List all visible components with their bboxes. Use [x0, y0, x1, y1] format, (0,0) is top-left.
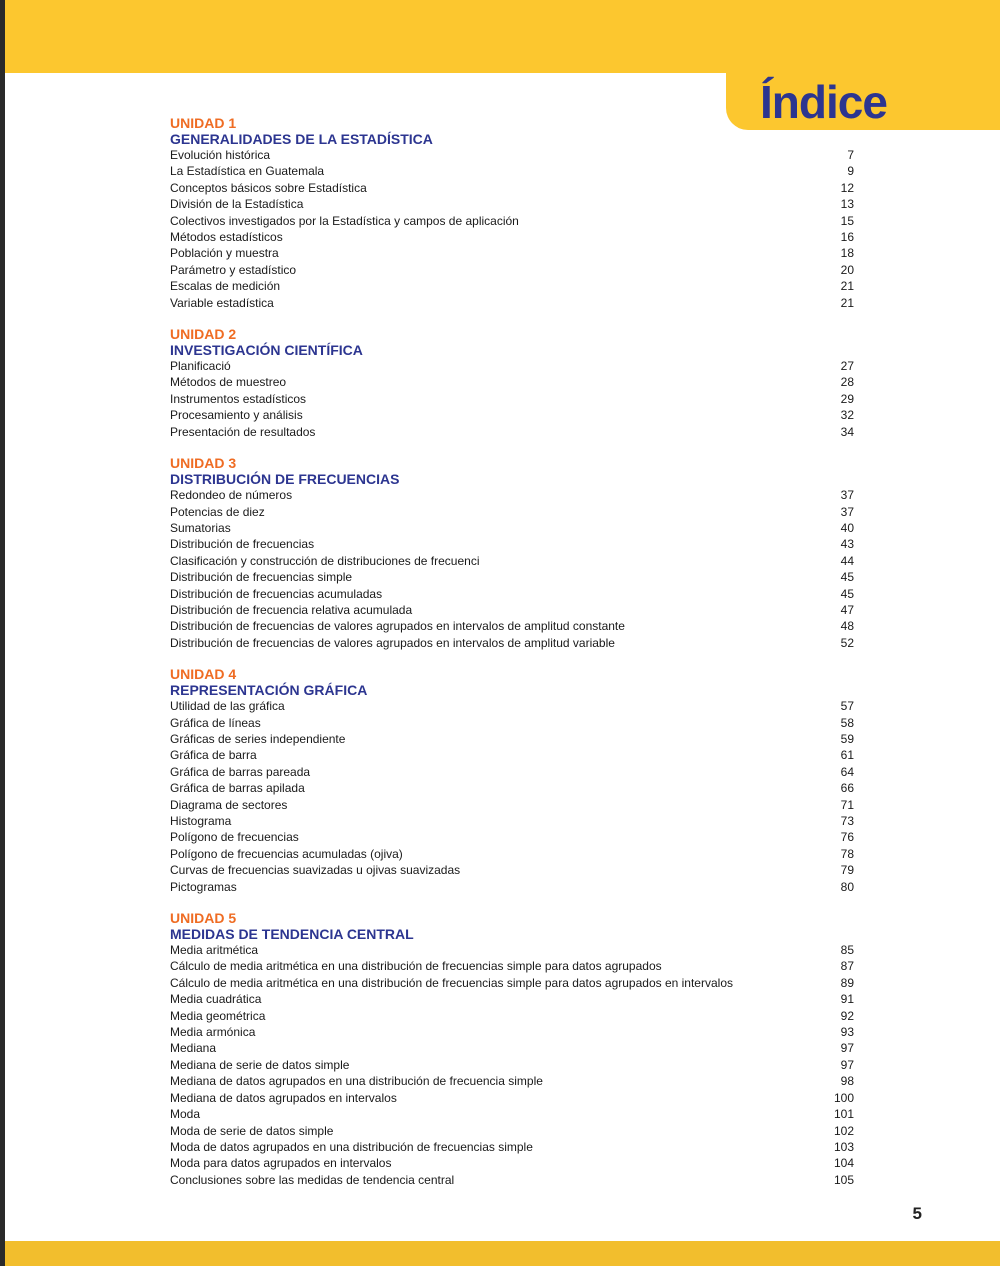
toc-entry-page: 57	[840, 699, 854, 714]
toc-entry-page: 97	[840, 1057, 854, 1072]
toc-entry-page: 28	[840, 375, 854, 390]
toc-entry[interactable]	[170, 180, 854, 196]
unit-title: INVESTIGACIÓN CIENTÍFICA	[170, 342, 363, 359]
toc-entry[interactable]	[170, 374, 854, 390]
toc-entry[interactable]	[170, 846, 854, 862]
toc-entry-page: 97	[840, 1041, 854, 1056]
toc-entry-page: 18	[840, 246, 854, 261]
toc-entry-page: 7	[847, 148, 854, 162]
toc-entry[interactable]	[170, 487, 854, 503]
toc-entry-label: Redondeo de números	[170, 488, 293, 503]
unit-title: GENERALIDADES DE LA ESTADÍSTICA	[170, 131, 433, 147]
unit-label: UNIDAD 1	[170, 115, 237, 131]
toc-entry-page: 104	[833, 1156, 854, 1171]
toc-entry-page: 71	[840, 797, 854, 812]
toc-entry-page: 103	[833, 1139, 854, 1154]
toc-entry-label: Mediana	[170, 1041, 217, 1056]
toc-entry[interactable]	[170, 278, 854, 294]
toc-entry-label: Cálculo de media aritmética en una distribución de frecuencias simple para datos agrupados	[170, 959, 662, 974]
toc-entry-label: Curvas de frecuencias suavizadas u ojivas suavizadas	[170, 863, 461, 878]
toc-entry-page: 29	[840, 391, 854, 406]
toc-entry-label: Métodos estadísticos	[170, 230, 283, 245]
toc-entry[interactable]	[170, 196, 854, 212]
toc-entry-label: Mediana de datos agrupados en intervalos	[170, 1090, 397, 1105]
unit-label: UNIDAD 3	[170, 455, 237, 472]
toc-entry[interactable]	[170, 163, 854, 179]
toc-entry[interactable]	[170, 147, 854, 163]
toc-entry[interactable]	[170, 424, 854, 440]
unit-section	[170, 455, 854, 651]
toc-entry[interactable]	[170, 715, 854, 731]
toc-entry-page: 40	[840, 520, 854, 535]
toc-entry-label: Conceptos básicos sobre Estadística	[170, 180, 367, 195]
toc-entry[interactable]	[170, 991, 854, 1007]
toc-entry-page: 12	[840, 180, 854, 195]
toc-entry-label: Instrumentos estadísticos	[170, 391, 307, 406]
toc-entry-label: Gráfica de barra	[170, 748, 257, 763]
toc-entry-label: Media cuadrática	[170, 992, 262, 1007]
toc-entry-page: 45	[840, 586, 854, 601]
toc-entry[interactable]	[170, 1106, 854, 1122]
toc-entry[interactable]	[170, 698, 854, 714]
toc-entry[interactable]	[170, 262, 854, 278]
toc-entry-page: 80	[840, 879, 854, 894]
toc-entry-label: Gráfica de líneas	[170, 715, 261, 730]
toc-entry[interactable]	[170, 942, 854, 958]
toc-entry[interactable]	[170, 536, 854, 552]
toc-entry-label: Clasificación y construcción de distribuciones de frecuenci	[170, 553, 480, 568]
toc-entry-page: 16	[840, 230, 854, 245]
unit-label: UNIDAD 4	[170, 666, 237, 683]
toc-entry[interactable]	[170, 553, 854, 569]
unit-section	[170, 326, 854, 440]
toc-entry[interactable]	[170, 1155, 854, 1171]
toc-entry-label: Moda para datos agrupados en intervalos	[170, 1156, 392, 1171]
toc-entry[interactable]	[170, 731, 854, 747]
toc-entry-label: Pictogramas	[170, 879, 237, 894]
toc-entry[interactable]	[170, 1139, 854, 1155]
toc-entry-label: Parámetro y estadístico	[170, 262, 297, 277]
toc-entry-page: 43	[840, 537, 854, 552]
toc-entry-label: Distribución de frecuencias de valores agrupados en intervalos de amplitud constante	[170, 619, 625, 634]
toc-entry-label: Media aritmética	[170, 943, 259, 958]
toc-entry-page: 78	[840, 846, 854, 861]
toc-entry[interactable]	[170, 764, 854, 780]
toc-entry-page: 37	[840, 504, 854, 519]
toc-entry-label: Métodos de muestreo	[170, 375, 287, 390]
toc-entry-label: Presentación de resultados	[170, 424, 316, 439]
toc-entry[interactable]	[170, 618, 854, 634]
toc-entry-label: Distribución de frecuencias de valores agrupados en intervalos de amplitud variable	[170, 635, 615, 650]
unit-label: UNIDAD 2	[170, 326, 237, 343]
toc-entry-page: 87	[840, 959, 854, 974]
toc-entry-page: 44	[840, 553, 854, 568]
toc-entry-page: 45	[840, 570, 854, 585]
toc-entry-label: Conclusiones sobre las medidas de tendencia central	[170, 1172, 455, 1187]
toc-entry-label: Cálculo de media aritmética en una distribución de frecuencias simple para datos agrupados en intervalos	[170, 975, 733, 990]
unit-section	[170, 910, 854, 1188]
toc-entry[interactable]	[170, 1008, 854, 1024]
toc-entry-page: 100	[833, 1090, 854, 1105]
toc-entry[interactable]	[170, 829, 854, 845]
toc-entry-label: Distribución de frecuencia relativa acumulada	[170, 602, 413, 617]
toc-entry[interactable]	[170, 1057, 854, 1073]
toc-entry-label: Gráficas de series independiente	[170, 731, 346, 746]
unit-title: DISTRIBUCIÓN DE FRECUENCIAS	[170, 471, 400, 488]
toc-entry[interactable]	[170, 1090, 854, 1106]
toc-entry-page: 27	[840, 359, 854, 374]
toc-entry-label: Colectivos investigados por la Estadística y campos de aplicación	[170, 213, 519, 228]
toc-entry-page: 48	[840, 619, 854, 634]
toc-entry-label: Gráfica de barras apilada	[170, 781, 305, 796]
toc-entry-label: Histograma	[170, 814, 232, 828]
toc-entry-label: Distribución de frecuencias acumuladas	[170, 586, 383, 601]
toc-entry-page: 34	[840, 424, 854, 439]
toc-entry-page: 58	[840, 715, 854, 730]
toc-entry-page: 98	[840, 1074, 854, 1089]
toc-entry[interactable]	[170, 975, 854, 991]
toc-entry[interactable]	[170, 245, 854, 261]
toc-entry[interactable]	[170, 229, 854, 245]
toc-entry-page: 64	[840, 764, 854, 779]
toc-entry-label: Población y muestra	[170, 246, 279, 261]
toc-entry[interactable]	[170, 295, 854, 311]
toc-entry-label: Mediana de datos agrupados en una distribución de frecuencia simple	[170, 1074, 543, 1089]
toc-entry-label: Variable estadística	[170, 295, 274, 310]
toc-entry-label: Mediana de serie de datos simple	[170, 1057, 350, 1072]
toc-entry[interactable]	[170, 1024, 854, 1040]
page-title: Índice	[760, 76, 887, 128]
toc-entry-page: 66	[840, 781, 854, 796]
toc-entry-page: 47	[840, 602, 854, 617]
toc-entry[interactable]	[170, 813, 854, 829]
toc-entry-page: 105	[833, 1172, 854, 1187]
toc-entry[interactable]	[170, 213, 854, 229]
toc-entry[interactable]	[170, 602, 854, 618]
toc-entry-page: 21	[840, 279, 854, 294]
toc-entry-page: 61	[840, 748, 854, 763]
toc-entry[interactable]	[170, 569, 854, 585]
toc-entry[interactable]	[170, 586, 854, 602]
page-number: 5	[912, 1204, 922, 1223]
toc-entry-label: División de la Estadística	[170, 197, 304, 212]
toc-entry[interactable]	[170, 1073, 854, 1089]
toc-entry[interactable]	[170, 747, 854, 763]
toc-entry[interactable]	[170, 504, 854, 520]
unit-title: REPRESENTACIÓN GRÁFICA	[170, 682, 368, 699]
toc-entry[interactable]	[170, 862, 854, 878]
left-edge-shadow	[0, 0, 5, 1266]
toc-entry-label: Polígono de frecuencias	[170, 830, 299, 845]
toc-entry-page: 89	[840, 975, 854, 990]
toc-entry-label: Distribución de frecuencias simple	[170, 570, 353, 585]
toc-entry-label: Utilidad de las gráfica	[170, 699, 285, 714]
toc-entry-label: Planificació	[170, 359, 231, 374]
unit-section	[170, 666, 854, 895]
toc-entry[interactable]	[170, 358, 854, 374]
toc-entry-page: 13	[840, 197, 854, 212]
toc-entry[interactable]	[170, 879, 854, 895]
bottom-color-band	[5, 1241, 1000, 1266]
toc-entry[interactable]	[170, 958, 854, 974]
toc-entry[interactable]	[170, 1172, 854, 1188]
toc-entry-page: 32	[840, 408, 854, 423]
unit-title: MEDIDAS DE TENDENCIA CENTRAL	[170, 926, 414, 943]
toc-entry[interactable]	[170, 797, 854, 813]
unit-label: UNIDAD 5	[170, 910, 237, 927]
toc-entry-page: 37	[840, 488, 854, 503]
toc-entry-page: 85	[840, 943, 854, 958]
toc-entry-label: Evolución histórica	[170, 148, 271, 162]
toc-entry-page: 91	[840, 992, 854, 1007]
toc-entry-page: 20	[840, 262, 854, 277]
toc-entry-page: 21	[840, 295, 854, 310]
toc-entry-label: Diagrama de sectores	[170, 797, 288, 812]
toc-entry[interactable]	[170, 1123, 854, 1139]
toc-entry-page: 59	[840, 731, 854, 746]
toc-entry-label: La Estadística en Guatemala	[170, 164, 325, 179]
toc-entry-page: 15	[840, 213, 854, 228]
toc-entry-label: Moda	[170, 1107, 201, 1122]
toc-entry[interactable]	[170, 520, 854, 536]
toc-entry-label: Media armónica	[170, 1025, 256, 1040]
toc-entry-label: Gráfica de barras pareada	[170, 764, 311, 779]
toc-entry-label: Moda de datos agrupados en una distribución de frecuencias simple	[170, 1139, 533, 1154]
table-of-contents	[170, 115, 854, 1203]
toc-entry-page: 101	[833, 1107, 854, 1122]
toc-entry-page: 52	[840, 635, 854, 650]
toc-entry[interactable]	[170, 1040, 854, 1056]
toc-entry[interactable]	[170, 391, 854, 407]
toc-entry-label: Media geométrica	[170, 1008, 266, 1023]
toc-entry-page: 102	[833, 1123, 854, 1138]
toc-entry-page: 9	[847, 164, 854, 179]
toc-entry-page: 93	[840, 1025, 854, 1040]
toc-entry-label: Polígono de frecuencias acumuladas (ojiva)	[170, 846, 403, 861]
toc-entry-label: Escalas de medición	[170, 279, 281, 294]
toc-entry-label: Procesamiento y análisis	[170, 408, 303, 423]
toc-entry-label: Moda de serie de datos simple	[170, 1123, 334, 1138]
toc-entry[interactable]	[170, 635, 854, 651]
toc-entry-page: 73	[840, 814, 854, 828]
unit-section	[170, 115, 854, 311]
toc-entry-label: Distribución de frecuencias	[170, 537, 315, 552]
toc-entry-page: 92	[840, 1008, 854, 1023]
toc-entry[interactable]	[170, 407, 854, 423]
toc-entry-label: Sumatorias	[170, 520, 231, 535]
toc-entry-page: 79	[840, 863, 854, 878]
toc-entry[interactable]	[170, 780, 854, 796]
toc-entry-page: 76	[840, 830, 854, 845]
toc-entry-label: Potencias de diez	[170, 504, 265, 519]
